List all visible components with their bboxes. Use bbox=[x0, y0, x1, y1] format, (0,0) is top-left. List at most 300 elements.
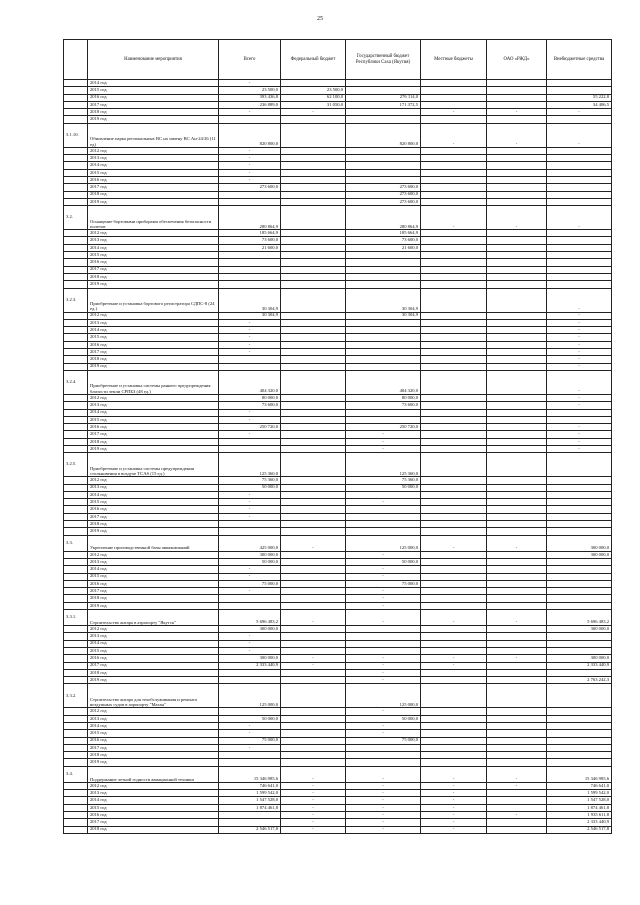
cell-no bbox=[64, 334, 88, 341]
cell-no bbox=[64, 811, 88, 818]
cell-oao bbox=[487, 804, 547, 811]
table-row-measure bbox=[64, 684, 612, 708]
cell-name: 2016 год bbox=[88, 341, 219, 348]
cell-federal bbox=[281, 453, 346, 477]
cell-no bbox=[64, 244, 88, 251]
cell-federal bbox=[281, 341, 346, 348]
cell-total: 404 320,0 bbox=[219, 370, 281, 394]
table-row-year bbox=[64, 184, 612, 191]
cell-no: 3.1.10. bbox=[64, 123, 88, 147]
cell-name: 2017 год bbox=[88, 744, 219, 751]
cell-no bbox=[64, 633, 88, 640]
cell-extra bbox=[547, 730, 612, 737]
cell-extra bbox=[547, 416, 612, 423]
cell-no bbox=[64, 431, 88, 438]
cell-oao bbox=[487, 730, 547, 737]
cell-local bbox=[421, 715, 487, 722]
cell-federal bbox=[281, 80, 346, 87]
cell-name: 2012 год bbox=[88, 147, 219, 154]
cell-total: 393 436,8 bbox=[219, 94, 281, 101]
cell-republic: - bbox=[346, 551, 421, 558]
cell-extra bbox=[547, 669, 612, 676]
cell-name: 2017 год bbox=[88, 513, 219, 520]
cell-oao bbox=[487, 662, 547, 669]
cell-local bbox=[421, 191, 487, 198]
cell-name: Оснащение бортовыми приборами обеспечения безопасности полетов bbox=[88, 206, 219, 230]
cell-federal bbox=[281, 521, 346, 528]
cell-oao bbox=[487, 626, 547, 633]
cell-name: 2015 год bbox=[88, 647, 219, 654]
header-oao: ОАО «РЖД» bbox=[487, 40, 547, 80]
cell-extra bbox=[547, 588, 612, 595]
cell-total: 73 600,0 bbox=[219, 237, 281, 244]
cell-oao bbox=[487, 558, 547, 565]
cell-republic bbox=[346, 528, 421, 535]
table-row-measure bbox=[64, 535, 612, 551]
cell-oao: - bbox=[487, 782, 547, 789]
cell-total: 23 500,0 bbox=[219, 87, 281, 94]
cell-name: 2012 год bbox=[88, 708, 219, 715]
cell-name: 2014 год bbox=[88, 723, 219, 730]
cell-federal bbox=[281, 737, 346, 744]
cell-local bbox=[421, 341, 487, 348]
cell-federal bbox=[281, 626, 346, 633]
cell-republic: 280 864,9 bbox=[346, 206, 421, 230]
cell-federal bbox=[281, 184, 346, 191]
cell-total: 250 720,0 bbox=[219, 424, 281, 431]
cell-extra bbox=[547, 176, 612, 183]
cell-oao bbox=[487, 416, 547, 423]
cell-no bbox=[64, 341, 88, 348]
cell-federal bbox=[281, 155, 346, 162]
cell-no bbox=[64, 416, 88, 423]
cell-oao: - bbox=[487, 206, 547, 230]
cell-name: 2014 год bbox=[88, 80, 219, 87]
table-row-year bbox=[64, 737, 612, 744]
cell-local bbox=[421, 723, 487, 730]
cell-name: 2018 год bbox=[88, 521, 219, 528]
cell-federal: 31 050,0 bbox=[281, 101, 346, 108]
cell-name: 2018 год bbox=[88, 109, 219, 116]
cell-extra: - bbox=[547, 327, 612, 334]
cell-federal bbox=[281, 147, 346, 154]
cell-republic: - bbox=[346, 797, 421, 804]
cell-total: 280 864,9 bbox=[219, 206, 281, 230]
cell-local bbox=[421, 80, 487, 87]
cell-total: 746 641,0 bbox=[219, 782, 281, 789]
header-local: Местные бюджеты bbox=[421, 40, 487, 80]
cell-republic bbox=[346, 513, 421, 520]
cell-republic: 75 360,0 bbox=[346, 477, 421, 484]
cell-name: 2015 год bbox=[88, 499, 219, 506]
cell-federal bbox=[281, 730, 346, 737]
cell-total bbox=[219, 759, 281, 766]
cell-oao bbox=[487, 409, 547, 416]
cell-local bbox=[421, 273, 487, 280]
cell-republic bbox=[346, 647, 421, 654]
cell-total bbox=[219, 281, 281, 288]
cell-oao: - bbox=[487, 811, 547, 818]
cell-federal bbox=[281, 684, 346, 708]
cell-total: 425 000,0 bbox=[219, 535, 281, 551]
cell-local bbox=[421, 528, 487, 535]
cell-name: 2017 год bbox=[88, 101, 219, 108]
table-row-year bbox=[64, 528, 612, 535]
cell-federal bbox=[281, 206, 346, 230]
cell-republic bbox=[346, 334, 421, 341]
cell-total bbox=[219, 198, 281, 205]
cell-oao bbox=[487, 744, 547, 751]
cell-republic bbox=[346, 633, 421, 640]
table-row-year bbox=[64, 647, 612, 654]
cell-oao bbox=[487, 176, 547, 183]
cell-oao bbox=[487, 588, 547, 595]
table-row-year bbox=[64, 558, 612, 565]
cell-oao bbox=[487, 438, 547, 445]
cell-name: 2017 год bbox=[88, 349, 219, 356]
cell-extra: - bbox=[547, 445, 612, 452]
table-row-year bbox=[64, 782, 612, 789]
cell-extra: 34 406,5 bbox=[547, 101, 612, 108]
cell-federal bbox=[281, 409, 346, 416]
header-republic: Государственный бюджет Республики Саха (Якутия) bbox=[346, 40, 421, 80]
cell-local bbox=[421, 184, 487, 191]
cell-federal bbox=[281, 176, 346, 183]
cell-total: 50 000,0 bbox=[219, 484, 281, 491]
cell-total bbox=[219, 116, 281, 123]
table-row-year bbox=[64, 169, 612, 176]
cell-local bbox=[421, 87, 487, 94]
cell-name: 2013 год bbox=[88, 633, 219, 640]
table-row-year bbox=[64, 273, 612, 280]
cell-oao bbox=[487, 573, 547, 580]
cell-federal: - bbox=[281, 811, 346, 818]
cell-no bbox=[64, 804, 88, 811]
cell-no bbox=[64, 655, 88, 662]
cell-local bbox=[421, 647, 487, 654]
table-row-year bbox=[64, 94, 612, 101]
cell-local: - bbox=[421, 782, 487, 789]
table-row-year bbox=[64, 513, 612, 520]
cell-total: 2 333 440,9 bbox=[219, 662, 281, 669]
cell-name: 2013 год bbox=[88, 237, 219, 244]
cell-total: - bbox=[219, 327, 281, 334]
cell-no bbox=[64, 94, 88, 101]
cell-oao bbox=[487, 184, 547, 191]
cell-republic: - bbox=[346, 723, 421, 730]
cell-republic bbox=[346, 319, 421, 326]
cell-oao bbox=[487, 312, 547, 319]
table-row-year bbox=[64, 826, 612, 833]
cell-republic: 125 360,0 bbox=[346, 453, 421, 477]
cell-extra bbox=[547, 80, 612, 87]
cell-local bbox=[421, 409, 487, 416]
cell-federal bbox=[281, 319, 346, 326]
cell-total: - bbox=[219, 723, 281, 730]
cell-no bbox=[64, 198, 88, 205]
cell-no bbox=[64, 826, 88, 833]
cell-name: 2018 год bbox=[88, 438, 219, 445]
cell-republic: - bbox=[346, 566, 421, 573]
cell-oao bbox=[487, 327, 547, 334]
cell-extra bbox=[547, 513, 612, 520]
cell-local: - bbox=[421, 109, 487, 116]
cell-extra: - bbox=[547, 341, 612, 348]
cell-extra: - bbox=[547, 394, 612, 401]
cell-local bbox=[421, 491, 487, 498]
cell-local bbox=[421, 288, 487, 312]
cell-total: - bbox=[219, 744, 281, 751]
cell-total: 273 600,0 bbox=[219, 184, 281, 191]
cell-extra: - bbox=[547, 334, 612, 341]
cell-total: 300 000,0 bbox=[219, 626, 281, 633]
cell-name: 2013 год bbox=[88, 790, 219, 797]
cell-extra bbox=[547, 633, 612, 640]
cell-oao bbox=[487, 334, 547, 341]
cell-total: 73 600,0 bbox=[219, 402, 281, 409]
cell-republic: - bbox=[346, 610, 421, 626]
table-row-measure bbox=[64, 206, 612, 230]
cell-name: 2018 год bbox=[88, 191, 219, 198]
cell-name: 2018 год bbox=[88, 826, 219, 833]
table-row-measure bbox=[64, 123, 612, 147]
table-row-measure bbox=[64, 370, 612, 394]
table-row-year bbox=[64, 752, 612, 759]
cell-extra bbox=[547, 580, 612, 587]
cell-name: 2015 год bbox=[88, 169, 219, 176]
cell-republic bbox=[346, 416, 421, 423]
cell-no bbox=[64, 506, 88, 513]
cell-total: - bbox=[219, 319, 281, 326]
cell-no: 3.2.5. bbox=[64, 453, 88, 477]
cell-republic bbox=[346, 521, 421, 528]
cell-oao bbox=[487, 370, 547, 394]
cell-total: 820 800,0 bbox=[219, 123, 281, 147]
cell-no bbox=[64, 752, 88, 759]
cell-republic: 73 600,0 bbox=[346, 402, 421, 409]
cell-federal bbox=[281, 312, 346, 319]
cell-no bbox=[64, 790, 88, 797]
cell-local: - bbox=[421, 610, 487, 626]
cell-republic: - bbox=[346, 445, 421, 452]
cell-republic: - bbox=[346, 782, 421, 789]
cell-local bbox=[421, 633, 487, 640]
cell-local: - bbox=[421, 535, 487, 551]
cell-name: 2016 год bbox=[88, 506, 219, 513]
cell-no bbox=[64, 558, 88, 565]
cell-extra: 15 346 985,6 bbox=[547, 766, 612, 782]
cell-local bbox=[421, 438, 487, 445]
table-row-year bbox=[64, 198, 612, 205]
cell-name: 2015 год bbox=[88, 334, 219, 341]
cell-name: 2015 год bbox=[88, 804, 219, 811]
table-row-year bbox=[64, 797, 612, 804]
cell-name: 2015 год bbox=[88, 252, 219, 259]
cell-no bbox=[64, 759, 88, 766]
cell-federal bbox=[281, 273, 346, 280]
cell-name: 2017 год bbox=[88, 819, 219, 826]
cell-total: 30 304,9 bbox=[219, 312, 281, 319]
cell-total: - bbox=[219, 633, 281, 640]
cell-no bbox=[64, 477, 88, 484]
cell-republic: - bbox=[346, 790, 421, 797]
cell-local: - bbox=[421, 206, 487, 230]
table-row-year bbox=[64, 80, 612, 87]
cell-republic bbox=[346, 506, 421, 513]
cell-republic bbox=[346, 640, 421, 647]
cell-federal bbox=[281, 588, 346, 595]
cell-total: - bbox=[219, 647, 281, 654]
cell-no bbox=[64, 230, 88, 237]
cell-no bbox=[64, 640, 88, 647]
cell-local bbox=[421, 595, 487, 602]
table-row-year bbox=[64, 109, 612, 116]
cell-name: 2016 год bbox=[88, 176, 219, 183]
cell-local bbox=[421, 551, 487, 558]
cell-total: 1 599 542,0 bbox=[219, 790, 281, 797]
cell-oao bbox=[487, 595, 547, 602]
cell-republic: 30 304,9 bbox=[346, 312, 421, 319]
cell-local bbox=[421, 334, 487, 341]
cell-extra: 2 546 517,8 bbox=[547, 826, 612, 833]
cell-name: Строительство ангара в аэропорту "Якутск" bbox=[88, 610, 219, 626]
cell-extra bbox=[547, 162, 612, 169]
cell-local: - bbox=[421, 123, 487, 147]
cell-republic bbox=[346, 273, 421, 280]
cell-republic: - bbox=[346, 826, 421, 833]
cell-name: Укрепление производственной базы авиакомпаний bbox=[88, 535, 219, 551]
cell-extra: 1 599 542,0 bbox=[547, 790, 612, 797]
cell-local bbox=[421, 477, 487, 484]
cell-oao: - bbox=[487, 123, 547, 147]
cell-republic: - bbox=[346, 766, 421, 782]
cell-name: 2015 год bbox=[88, 87, 219, 94]
cell-oao bbox=[487, 819, 547, 826]
cell-republic: 404 320,0 bbox=[346, 370, 421, 394]
table-row-year bbox=[64, 602, 612, 609]
cell-total bbox=[219, 273, 281, 280]
cell-republic: - bbox=[346, 677, 421, 684]
cell-no bbox=[64, 677, 88, 684]
cell-no bbox=[64, 101, 88, 108]
cell-federal bbox=[281, 513, 346, 520]
cell-local bbox=[421, 155, 487, 162]
cell-name: 2016 год bbox=[88, 424, 219, 431]
table-row-year bbox=[64, 715, 612, 722]
cell-oao bbox=[487, 484, 547, 491]
cell-local: - bbox=[421, 797, 487, 804]
cell-republic bbox=[346, 759, 421, 766]
cell-name: 2016 год bbox=[88, 94, 219, 101]
cell-name: 2019 год bbox=[88, 281, 219, 288]
cell-extra: - bbox=[547, 438, 612, 445]
cell-republic: 276 114,0 bbox=[346, 94, 421, 101]
cell-name: Приобретение и установка бортового регистратора СДПС-8 (24 ед.) bbox=[88, 288, 219, 312]
cell-federal bbox=[281, 281, 346, 288]
table-row-year bbox=[64, 811, 612, 818]
cell-extra bbox=[547, 281, 612, 288]
cell-name: Поддержание летной годности авиационной техники bbox=[88, 766, 219, 782]
table-row-year bbox=[64, 155, 612, 162]
table-row-year bbox=[64, 744, 612, 751]
cell-local bbox=[421, 558, 487, 565]
cell-local bbox=[421, 244, 487, 251]
cell-total bbox=[219, 356, 281, 363]
cell-total: 1 874 461,8 bbox=[219, 804, 281, 811]
cell-no bbox=[64, 499, 88, 506]
cell-total: - bbox=[219, 431, 281, 438]
cell-total: 50 000,0 bbox=[219, 715, 281, 722]
cell-no bbox=[64, 266, 88, 273]
cell-no bbox=[64, 349, 88, 356]
cell-extra: - bbox=[547, 363, 612, 370]
cell-oao bbox=[487, 116, 547, 123]
table-body bbox=[64, 80, 612, 834]
table-row-year bbox=[64, 191, 612, 198]
cell-name: 2014 год bbox=[88, 244, 219, 251]
table-row-year bbox=[64, 101, 612, 108]
cell-oao bbox=[487, 87, 547, 94]
cell-federal bbox=[281, 477, 346, 484]
cell-federal bbox=[281, 162, 346, 169]
cell-oao bbox=[487, 566, 547, 573]
cell-no bbox=[64, 394, 88, 401]
cell-name: 2016 год bbox=[88, 737, 219, 744]
cell-no: 3.2. bbox=[64, 206, 88, 230]
cell-no: 3.3. bbox=[64, 535, 88, 551]
cell-oao bbox=[487, 281, 547, 288]
cell-total: 30 304,9 bbox=[219, 288, 281, 312]
cell-name: 2015 год bbox=[88, 730, 219, 737]
cell-total bbox=[219, 438, 281, 445]
cell-name: 2014 год bbox=[88, 640, 219, 647]
cell-local bbox=[421, 259, 487, 266]
cell-federal bbox=[281, 349, 346, 356]
cell-total bbox=[219, 602, 281, 609]
cell-name: 2014 год bbox=[88, 162, 219, 169]
cell-extra bbox=[547, 759, 612, 766]
cell-federal bbox=[281, 402, 346, 409]
cell-federal bbox=[281, 752, 346, 759]
cell-extra: 300 000,0 bbox=[547, 655, 612, 662]
cell-extra bbox=[547, 87, 612, 94]
cell-extra: - bbox=[547, 370, 612, 394]
cell-extra: 1 935 611,8 bbox=[547, 811, 612, 818]
table-row-year bbox=[64, 708, 612, 715]
cell-name: 2017 год bbox=[88, 266, 219, 273]
cell-federal bbox=[281, 123, 346, 147]
cell-no bbox=[64, 580, 88, 587]
cell-republic bbox=[346, 626, 421, 633]
cell-name: 2015 год bbox=[88, 573, 219, 580]
cell-extra: - bbox=[547, 424, 612, 431]
cell-name: Строительство ангара для техобслуживания и ремонта воздушных судов в аэропорту "Маган" bbox=[88, 684, 219, 708]
table-row-year bbox=[64, 147, 612, 154]
cell-no bbox=[64, 602, 88, 609]
cell-extra bbox=[547, 506, 612, 513]
cell-local bbox=[421, 580, 487, 587]
cell-extra bbox=[547, 266, 612, 273]
cell-total bbox=[219, 677, 281, 684]
table-row-year bbox=[64, 573, 612, 580]
cell-name: 2016 год bbox=[88, 655, 219, 662]
table-row-year bbox=[64, 416, 612, 423]
cell-federal bbox=[281, 669, 346, 676]
cell-extra bbox=[547, 566, 612, 573]
cell-republic: 125 000,0 bbox=[346, 535, 421, 551]
cell-local bbox=[421, 521, 487, 528]
cell-oao bbox=[487, 752, 547, 759]
